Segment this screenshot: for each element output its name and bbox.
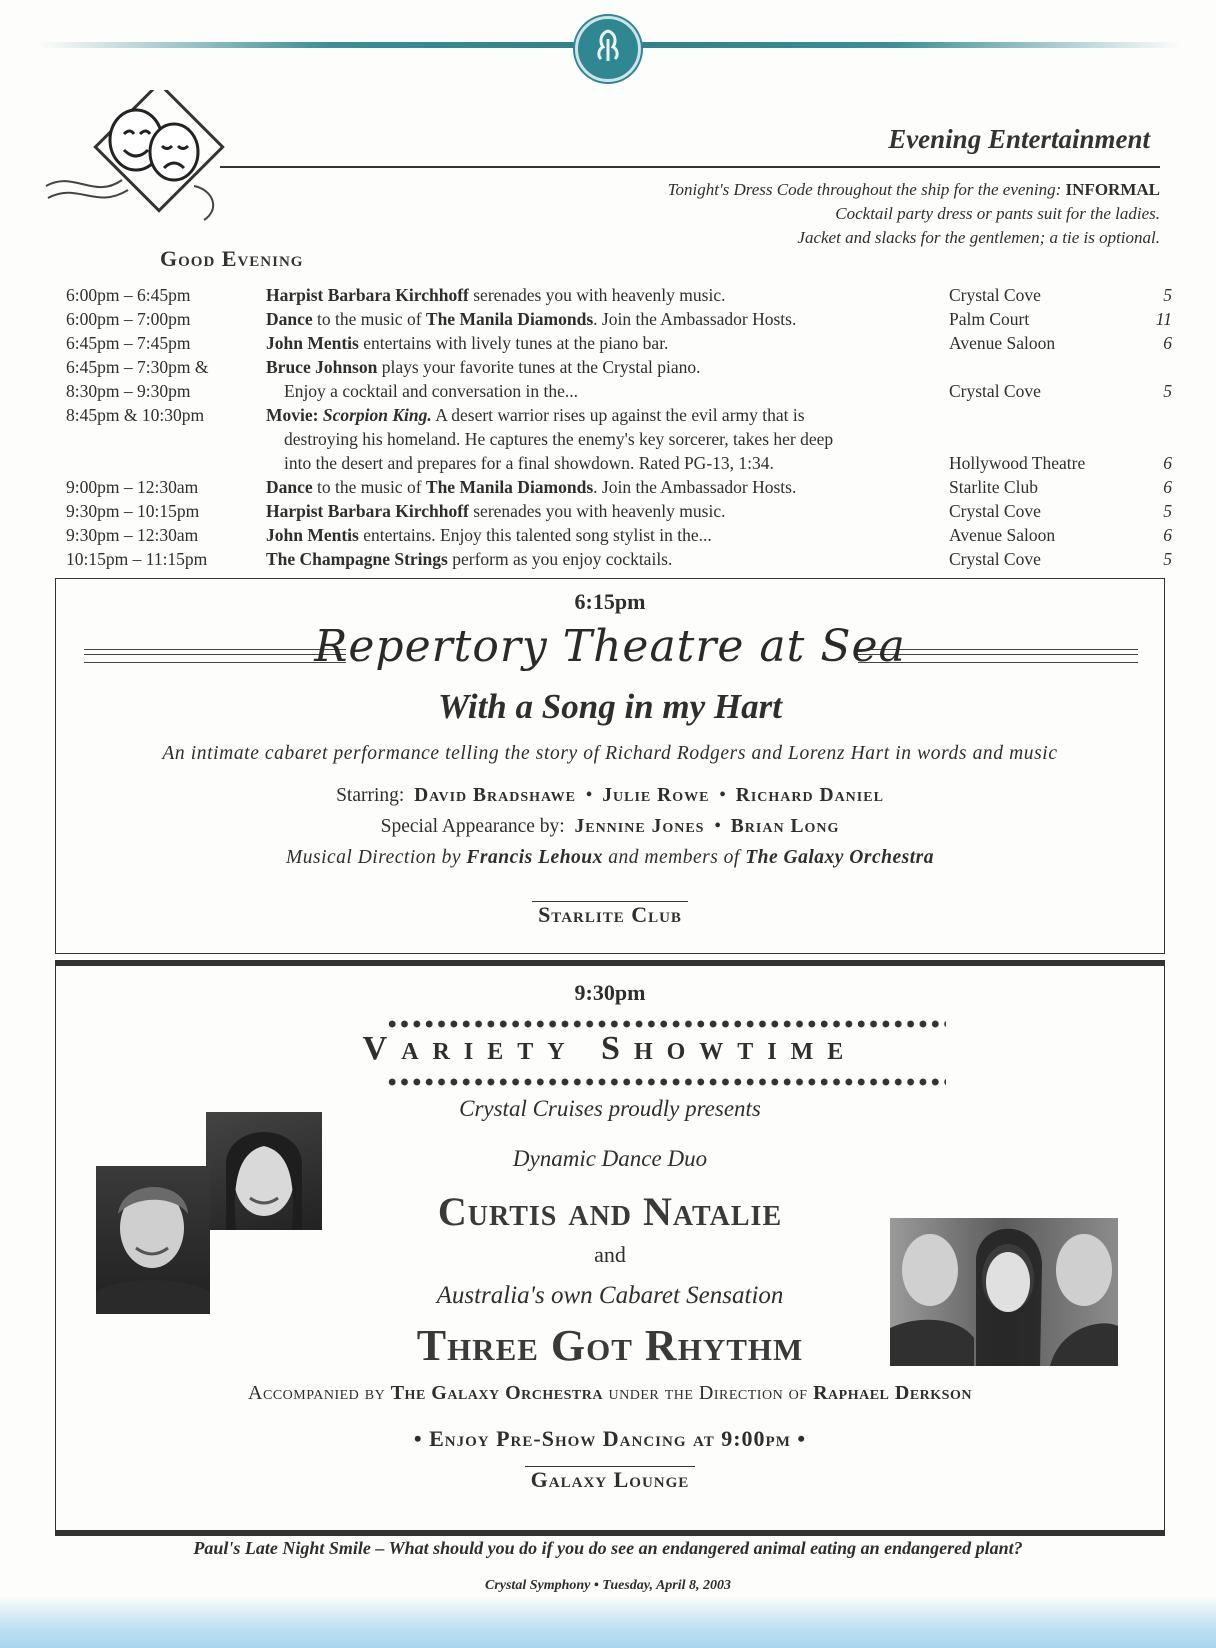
acc-orchestra: The Galaxy Orchestra [390,1382,603,1404]
schedule-deck: 5 [1163,285,1172,305]
schedule-time: 8:30pm – 9:30pm [66,381,191,401]
variety-venue-wrap [56,1466,1164,1493]
schedule-deck: 6 [1163,453,1172,473]
schedule-time: 8:45pm & 10:30pm [66,405,205,425]
variety-title: Variety Showtime [362,1030,858,1067]
schedule-row [66,523,1172,547]
curtis-photo [96,1166,210,1314]
schedule-venue: Crystal Cove [949,381,1041,401]
schedule-time: 6:00pm – 7:00pm [66,309,191,329]
late-night-smile: Paul's Late Night Smile – What should you do if you do see an endangered animal eating an endangered plant? [193,1538,1023,1558]
schedule-deck: 11 [1155,309,1172,329]
greeting-heading: Good Evening [160,246,304,271]
schedule-performer: Dance [266,477,313,497]
schedule-description [266,379,946,403]
schedule-time: 9:30pm – 10:15pm [66,501,200,521]
schedule-desc: serenades you with heavenly music. [468,285,726,305]
schedule-band: The Manila Diamonds [425,309,594,329]
schedule-row [66,355,1156,379]
schedule-time: 6:45pm – 7:45pm [66,333,191,353]
schedule-row [66,307,1172,331]
schedule-description [266,403,946,427]
three-got-rhythm-photo [890,1218,1118,1366]
schedule-description [266,547,946,571]
theatre-venue: Starlite Club [532,901,688,928]
schedule-desc: perform as you enjoy cocktails. [447,549,673,569]
natalie-photo [206,1112,322,1230]
starring-line: Starring: David Bradshawe • Julie Rowe • Richard Daniel [336,785,884,806]
schedule-desc: entertains with lively tunes at the piano bar. [358,333,669,353]
schedule-performer: Dance [266,309,313,329]
schedule-performer: Harpist Barbara Kirchhoff [266,501,469,521]
variety-box [55,960,1165,1536]
movie-title: Scorpion King. [322,405,432,425]
dress-code [460,178,1160,250]
seahorse-medallion-icon [575,16,641,82]
presents-line: Crystal Cruises proudly presents [459,1096,761,1121]
schedule-row [66,283,1172,307]
page-title: Evening Entertainment [888,124,1150,154]
schedule-list [66,283,1172,571]
schedule-description [266,451,946,475]
schedule-description [266,427,946,451]
title-rule [220,118,1160,168]
schedule-venue: Crystal Cove [949,285,1041,305]
schedule-description [266,283,946,307]
second-act-name: Three Got Rhythm [416,1321,804,1370]
musical-mid: and members of [608,847,740,868]
special-name: Jennine Jones [574,816,705,837]
schedule-deck: 5 [1163,501,1172,521]
schedule-description [266,355,946,379]
star-name: David Bradshawe [414,785,576,806]
acc-text-1: Accompanied by [248,1382,386,1404]
star-name: Julie Rowe [602,785,710,806]
theatre-time: 6:15pm [574,589,646,614]
dot-rule-top [386,1020,946,1028]
schedule-desc-tail: . Join the Ambassador Hosts. [593,477,797,497]
schedule-performer: Movie: [266,405,319,425]
musical-director: Francis Lehoux [466,847,603,868]
special-name: Brian Long [730,816,840,837]
schedule-desc: entertains. Enjoy this talented song stylist in the... [358,525,712,545]
schedule-band: The Manila Diamonds [425,477,594,497]
schedule-performer: Harpist Barbara Kirchhoff [266,285,469,305]
schedule-desc: plays your favorite tunes at the Crystal piano. [377,357,701,377]
schedule-row [66,499,1172,523]
duo-label: Dynamic Dance Duo [512,1146,708,1171]
dress-code-value: INFORMAL [1065,180,1160,199]
second-act-label: Australia's own Cabaret Sensation [436,1282,784,1309]
schedule-row [66,427,1156,451]
schedule-description [266,499,946,523]
schedule-description [266,307,946,331]
schedule-performer: The Champagne Strings [266,549,448,569]
series-title: Repertory Theatre at Sea [314,621,906,672]
accompaniment-line [56,1382,1164,1405]
schedule-desc: to the music of [312,477,426,497]
schedule-time: 9:00pm – 12:30am [66,477,199,497]
theatre-masks-icon [44,90,234,230]
variety-time: 9:30pm [574,980,646,1005]
schedule-deck: 5 [1163,549,1172,569]
star-name: Richard Daniel [735,785,884,806]
schedule-desc: serenades you with heavenly music. [468,501,726,521]
predance-line: • Enjoy Pre-Show Dancing at 9:00pm • [413,1426,807,1451]
schedule-description [266,523,946,547]
schedule-time: 6:45pm – 7:30pm & [66,357,209,377]
schedule-deck: 6 [1163,525,1172,545]
variety-venue: Galaxy Lounge [525,1466,696,1493]
acc-text-3: under the Direction of [608,1382,808,1404]
schedule-time: 6:00pm – 6:45pm [66,285,191,305]
schedule-venue: Hollywood Theatre [949,453,1086,473]
schedule-continuation: Enjoy a cocktail and conversation in the... [284,381,579,401]
dress-code-line3: Jacket and slacks for the gentlemen; a tie is optional. [797,228,1160,247]
schedule-venue: Crystal Cove [949,549,1041,569]
musical-prefix: Musical Direction by [286,847,462,868]
schedule-row [66,403,1156,427]
schedule-row [66,475,1172,499]
dress-code-prefix: Tonight's Dress Code throughout the ship for the evening: [667,180,1062,199]
schedule-performer: John Mentis [266,525,359,545]
footer-line: Crystal Symphony • Tuesday, April 8, 2003 [484,1578,732,1593]
theatre-box [55,578,1165,954]
schedule-deck: 6 [1163,477,1172,497]
show-description: An intimate cabaret performance telling the story of Richard Rodgers and Lorenz Hart in words and music [162,743,1058,764]
schedule-venue: Avenue Saloon [949,333,1056,353]
duo-name: Curtis and Natalie [437,1189,783,1234]
schedule-time: 9:30pm – 12:30am [66,525,199,545]
schedule-row [66,379,1172,403]
schedule-time: 10:15pm – 11:15pm [66,549,208,569]
schedule-desc: to the music of [312,309,426,329]
schedule-desc-tail: . Join the Ambassador Hosts. [593,309,797,329]
special-label: Special Appearance by: [380,816,565,837]
bottom-color-band [0,1596,1216,1648]
dot-rule-bottom [386,1078,946,1086]
and-text: and [594,1242,626,1267]
schedule-description [266,475,946,499]
schedule-desc: A desert warrior rises up against the evil army that is [431,405,805,425]
schedule-venue: Starlite Club [949,477,1038,497]
schedule-row [66,331,1172,355]
musical-orchestra: The Galaxy Orchestra [745,847,934,868]
schedule-venue: Crystal Cove [949,501,1041,521]
acc-director: Raphael Derkson [813,1382,972,1404]
schedule-deck: 5 [1163,381,1172,401]
schedule-description [266,331,946,355]
schedule-performer: John Mentis [266,333,359,353]
schedule-continuation: into the desert and prepares for a final showdown. Rated PG-13, 1:34. [284,453,774,473]
schedule-performer: Bruce Johnson [266,357,378,377]
schedule-deck: 6 [1163,333,1172,353]
musical-direction [56,847,1164,869]
schedule-venue: Avenue Saloon [949,525,1056,545]
theatre-venue-wrap [56,901,1164,928]
special-line: Special Appearance by: Jennine Jones • Brian Long [380,816,840,837]
schedule-venue: Palm Court [949,309,1030,329]
schedule-row [66,547,1172,571]
schedule-continuation: destroying his homeland. He captures the enemy's key sorcerer, takes her deep [284,429,834,449]
starring-label: Starring: [336,785,405,806]
show-title: With a Song in my Hart [438,687,782,726]
schedule-row [66,451,1172,475]
dress-code-line2: Cocktail party dress or pants suit for the ladies. [835,204,1160,223]
